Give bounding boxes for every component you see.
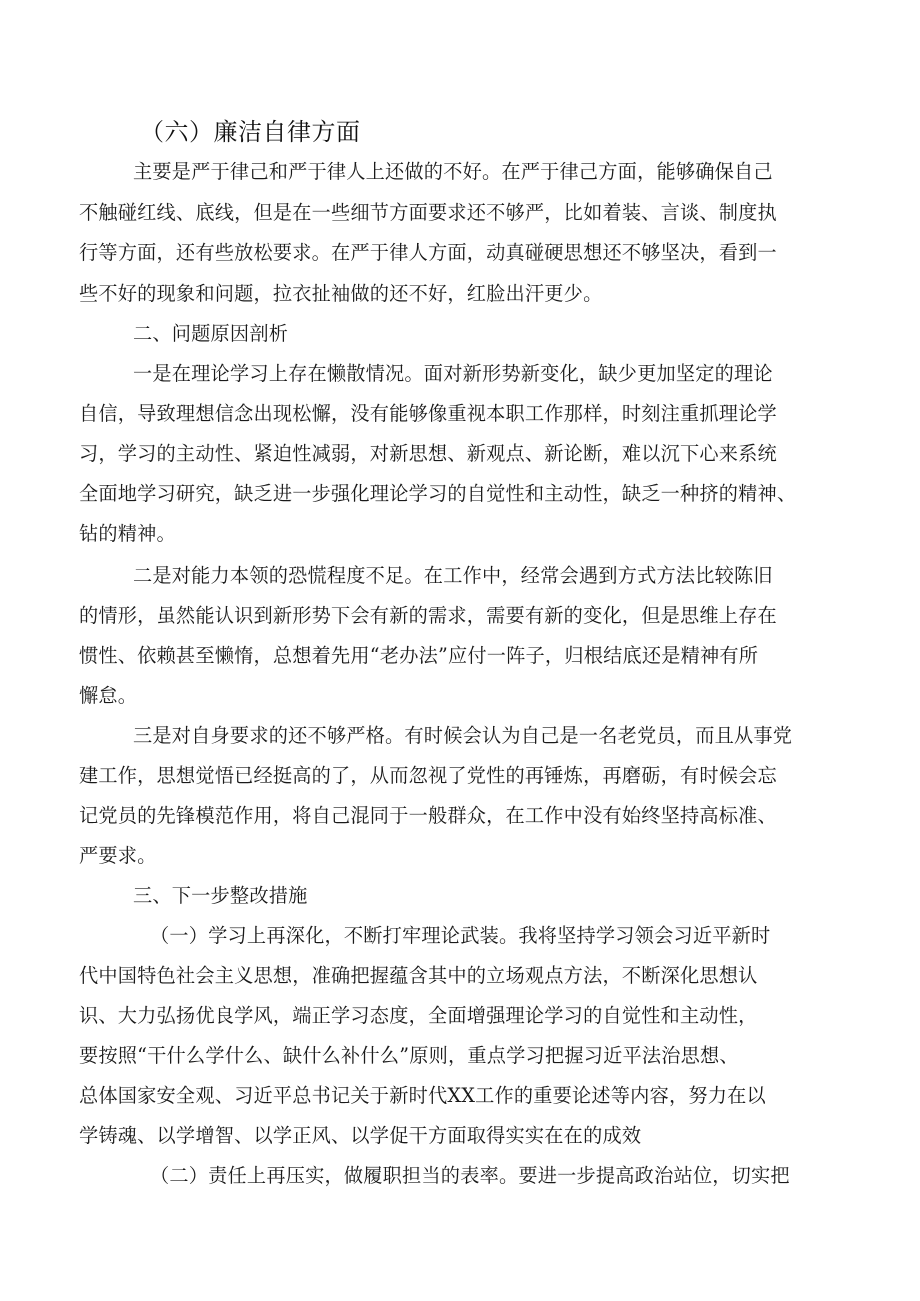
paragraph-line: 不触碰红线、底线，但是在一些细节方面要求还不够严，比如着装、言谈、制度执 bbox=[79, 201, 777, 224]
paragraph-line: 习，学习的主动性、紧迫性减弱，对新思想、新观点、新论断，难以沉下心来系统 bbox=[79, 442, 777, 465]
paragraph-line: 记党员的先锋模范作用，将自己混同于一般群众，在工作中没有始终坚持高标准、 bbox=[79, 804, 777, 827]
section-heading: （六）廉洁自律方面 bbox=[140, 118, 361, 146]
paragraph-line: 二是对能力本领的恐慌程度不足。在工作中，经常会遇到方式方法比较陈旧 bbox=[133, 564, 773, 587]
paragraph-line: 学铸魂、以学增智、以学正风、以学促干方面取得实实在在的成效 bbox=[79, 1124, 642, 1147]
paragraph-line: 些不好的现象和问题，拉衣扯袖做的还不好，红脸出汗更少。 bbox=[79, 282, 603, 305]
paragraph-line: 三是对自身要求的还不够严格。有时候会认为自己是一名老党员，而且从事党 bbox=[133, 724, 793, 747]
paragraph-line: 行等方面，还有些放松要求。在严于律人方面，动真碰硬思想还不够坚决，看到一 bbox=[79, 241, 777, 264]
paragraph-line: 一是在理论学习上存在懒散情况。面对新形势新变化，缺少更加坚定的理论 bbox=[133, 362, 773, 385]
paragraph-line: 主要是严于律己和严于律人上还做的不好。在严于律己方面，能够确保自己 bbox=[133, 160, 773, 183]
section-title: 二、问题原因剖析 bbox=[133, 322, 289, 345]
paragraph-line: 代中国特色社会主义思想，准确把握蕴含其中的立场观点方法，不断深化思想认 bbox=[79, 964, 758, 987]
paragraph-line: 严要求。 bbox=[79, 844, 157, 867]
paragraph-line: 惯性、依赖甚至懒惰，总想着先用“老办法”应付一阵子，归根结底还是精神有所 bbox=[79, 644, 759, 667]
paragraph-line: 的情形，虽然能认识到新形势下会有新的需求，需要有新的变化，但是思维上存在 bbox=[79, 604, 777, 627]
paragraph-line: （一）学习上再深化，不断打牢理论武装。我将坚持学习领会习近平新时 bbox=[150, 924, 771, 947]
paragraph-line: 要按照“干什么学什么、缺什么补什么”原则，重点学习把握习近平法治思想、 bbox=[79, 1044, 739, 1067]
paragraph-line: 懈怠。 bbox=[79, 684, 138, 707]
paragraph-line: 识、大力弘扬优良学风，端正学习态度，全面增强理论学习的自觉性和主动性， bbox=[79, 1004, 758, 1027]
paragraph-line: 钻的精神。 bbox=[79, 522, 176, 545]
section-title: 三、下一步整改措施 bbox=[133, 884, 308, 907]
paragraph-line: 总体国家安全观、习近平总书记关于新时代XX工作的重要论述等内容，努力在以 bbox=[79, 1084, 766, 1107]
paragraph-line: （二）责任上再压实，做履职担当的表率。要进一步提高政治站位，切实把 bbox=[150, 1164, 790, 1187]
paragraph-line: 建工作，思想觉悟已经挺高的了，从而忽视了党性的再锤炼，再磨砺，有时候会忘 bbox=[79, 764, 777, 787]
paragraph-line: 全面地学习研究，缺乏进一步强化理论学习的自觉性和主动性，缺乏一种挤的精神、 bbox=[79, 482, 797, 505]
paragraph-line: 自信，导致理想信念出现松懈，没有能够像重视本职工作那样，时刻注重抓理论学 bbox=[79, 402, 777, 425]
